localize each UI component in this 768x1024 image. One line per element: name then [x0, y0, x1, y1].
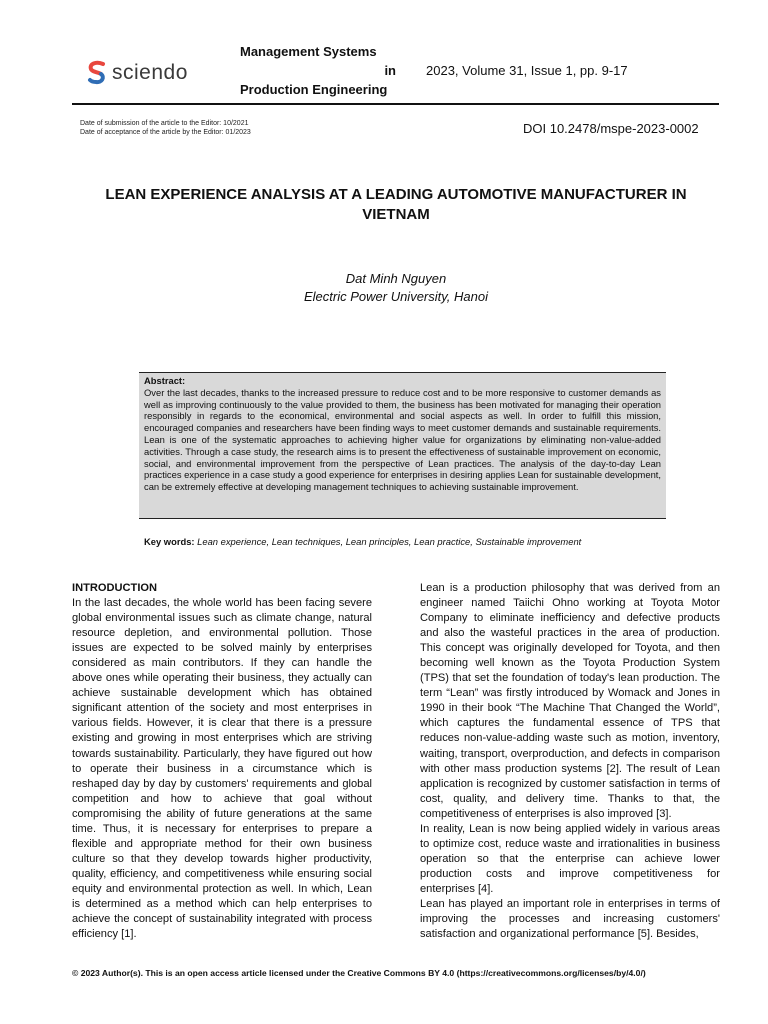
submission-date: Date of submission of the article to the Editor: 10/2021 — [80, 120, 249, 127]
volume-info: 2023, Volume 31, Issue 1, pp. 9-17 — [426, 63, 628, 78]
author-name: Dat Minh Nguyen — [345, 271, 447, 286]
body-column-left — [72, 581, 372, 942]
header-rule — [72, 103, 719, 105]
acceptance-date: Date of acceptance of the article by the Editor: 01/2023 — [80, 129, 251, 136]
paragraph: Lean has played an important role in enterprises in terms of improving the processes and increasing customers' satisfaction and organizational performance [5]. Besides, — [420, 897, 720, 941]
paragraph: Lean is a production philosophy that was derived from an engineer named Taiichi Ohno working at Toyota Motor Company to eliminate inefficiency and defective products and also the wasteful practices in the area of production. This concept was originally developed for Toyota, and then becoming well known as the Toyota Production System (TPS) that set the foundation of today's lean production. The term “Lean” was firstly introduced by Womack and Jones in 1990 in their book “The Machine That Changed the World”, which captures the fundamental essence of TPS that reduces non-value-adding waste such as motion, inventory, waiting, transport, overproduction, and defects in comparison with other mass production systems [2]. The result of Lean application is recognized by customer satisfaction in terms of cost, quality, and delivery time. Thanks to that, the competitiveness of enterprises is also improved [3]. — [420, 582, 720, 820]
doi[interactable]: DOI 10.2478/mspe-2023-0002 — [523, 121, 699, 136]
author-affiliation: Electric Power University, Hanoi — [304, 289, 488, 304]
article-dates — [80, 119, 251, 137]
journal-name — [240, 42, 396, 99]
author-block — [100, 270, 692, 306]
abstract-label: Abstract: — [144, 375, 186, 386]
publisher-logo — [86, 58, 216, 88]
journal-line-3: Production Engineering — [240, 82, 388, 97]
paragraph: In reality, Lean is now being applied widely in various areas to optimize cost, reduce waste and irrationalities in business operation so that the enterprise can achieve lower production costs and improve competitiveness for enterprises [4]. — [420, 822, 720, 895]
journal-line-1: Management Systems — [240, 44, 377, 59]
keywords-label: Key words: — [144, 536, 195, 547]
abstract-box — [139, 372, 666, 519]
sciendo-logo-icon — [86, 60, 108, 86]
body-column-right — [420, 581, 720, 942]
journal-line-2: in — [384, 63, 396, 78]
license-footer: © 2023 Author(s). This is an open access article licensed under the Creative Commons BY 4.0 (https://creativecommons.org/licenses/by/4.0/) — [72, 968, 646, 978]
paragraph: In the last decades, the whole world has been facing severe global environmental issues such as climate change, natural resource depletion, and environmental pollution. Those issues are expected to be solved mainly by enterprises considered as main contributors. If they can handle the above ones while operating their business, they actually can achieve sustainable development which has obtained significant attention of the society and most enterprises in various fields. However, it is clear that there is a pressure existing and growing in most enterprises which are striving towards sustainability. Particularly, they have figured out how to operate their business in a circumstance which is reshaped day by day by customers' requirements and global competition and how to achieve that goal without compromising the ability of future generations at the same time. Thus, it is necessary for enterprises to prepare a flexible and appropriate method for their own business culture so that they develop towards higher productivity, quality, efficiency, and competitiveness while ensuring social equity and environmental protection as well. In which, Lean is determined as a method which can help enterprises to achieve the concept of sustainability integrated with process efficiency [1]. — [72, 597, 372, 941]
abstract-text: Over the last decades, thanks to the increased pressure to reduce cost and to be more responsive to customer demands as well as improving continuously to the value provided to them, the business has been motivated for managing their operation responsibly in regards to the economical, environmental and social aspects as well. In order to fulfill this mission, encouraged companies and researchers have been finding ways to meet customer demands and sustainable requirements. Lean is one of the systematic approaches to achieving higher value for organizations by eliminating non-value-added activities. Through a case study, the research aims is to present the effectiveness of sustainable improvement on economic, social, and environmental improvement from the perspective of Lean practices. The analysis of the day-to-day Lean practices experience in a case study a good experience for enterprises in desiring applies Lean for sustainable development, can be extremely effective at developing management techniques to achieving sustainable improvement. — [144, 386, 661, 493]
keywords-text: Lean experience, Lean techniques, Lean principles, Lean practice, Sustainable improvement — [197, 536, 582, 547]
article-title: LEAN EXPERIENCE ANALYSIS AT A LEADING AUTOMOTIVE MANUFACTURER IN VIETNAM — [105, 186, 687, 223]
keywords — [144, 536, 581, 547]
publisher-name: sciendo — [112, 61, 188, 84]
section-heading: INTRODUCTION — [72, 582, 158, 594]
